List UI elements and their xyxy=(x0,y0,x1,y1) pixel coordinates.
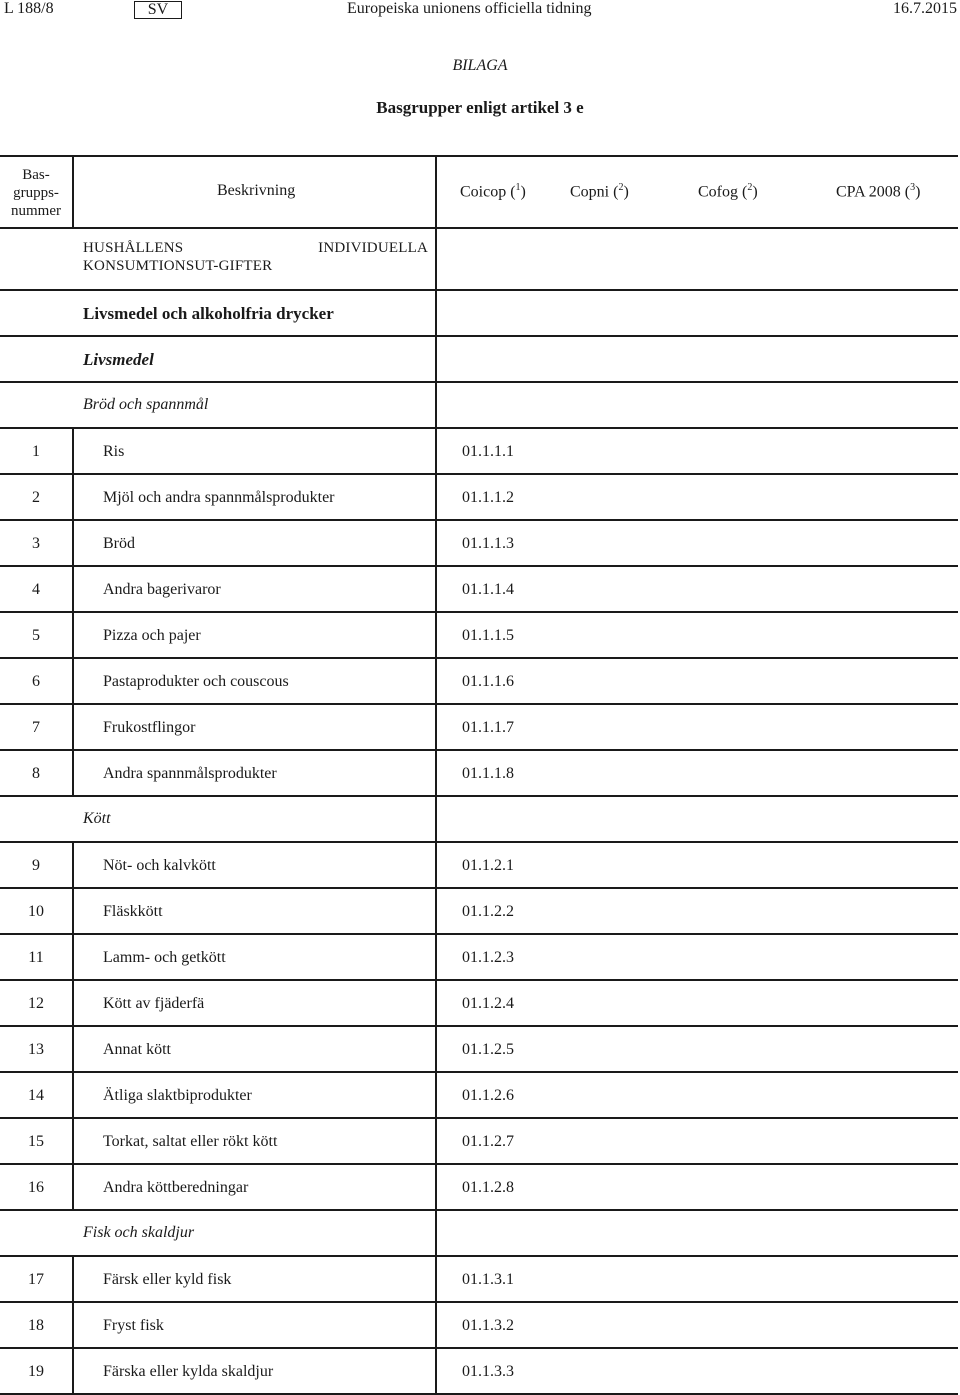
subgroup-heading-fish: Fisk och skaldjur xyxy=(83,1224,195,1241)
group-number: 7 xyxy=(32,719,40,736)
coicop-code: 01.1.2.4 xyxy=(462,995,514,1012)
group-number: 19 xyxy=(28,1363,44,1380)
page-header xyxy=(0,0,960,20)
group-number: 11 xyxy=(28,949,44,966)
header-group-number: Bas- grupps- nummer xyxy=(11,167,61,219)
coicop-code: 01.1.3.1 xyxy=(462,1271,514,1288)
group-description: Fryst fisk xyxy=(103,1317,164,1334)
group-description: Ätliga slaktbiprodukter xyxy=(103,1087,252,1104)
coicop-code: 01.1.1.3 xyxy=(462,535,514,552)
group-description: Frukostflingor xyxy=(103,719,196,736)
table-row xyxy=(0,751,958,797)
table-row xyxy=(0,1027,958,1073)
group-description: Kött av fjäderfä xyxy=(103,995,205,1012)
header-cofog: Cofog ($^2$) xyxy=(698,182,758,201)
table-row xyxy=(0,567,958,613)
table-row xyxy=(0,475,958,521)
table-row xyxy=(0,1349,958,1395)
group-number: 2 xyxy=(32,489,40,506)
group-row xyxy=(0,291,958,337)
subgroup-heading-meat: Kött xyxy=(83,810,111,827)
page-reference: L 188/8 xyxy=(4,0,54,17)
table-row xyxy=(0,1073,958,1119)
table-row xyxy=(0,659,958,705)
group-number: 10 xyxy=(28,903,44,920)
coicop-code: 01.1.1.1 xyxy=(462,443,514,460)
group-description: Pastaprodukter och couscous xyxy=(103,673,289,690)
group-number: 4 xyxy=(32,581,40,598)
coicop-code: 01.1.1.6 xyxy=(462,673,514,690)
coicop-code: 01.1.1.8 xyxy=(462,765,514,782)
table-row xyxy=(0,889,958,935)
header-copni: Copni ($^2$) xyxy=(570,182,629,201)
group-description: Pizza och pajer xyxy=(103,627,201,644)
section-heading: HUSHÅLLENS INDIVIDUELLA KONSUMTIONSUT-GIFTER xyxy=(83,240,428,274)
group-number: 6 xyxy=(32,673,40,690)
group-description: Andra bagerivaror xyxy=(103,581,221,598)
section-heading-row xyxy=(0,229,958,291)
table-row xyxy=(0,613,958,659)
document-title: Basgrupper enligt artikel 3 e xyxy=(376,98,584,117)
coicop-code: 01.1.3.3 xyxy=(462,1363,514,1380)
table-row xyxy=(0,429,958,475)
coicop-code: 01.1.1.2 xyxy=(462,489,514,506)
group-description: Torkat, saltat eller rökt kött xyxy=(103,1133,278,1150)
coicop-code: 01.1.1.4 xyxy=(462,581,514,598)
coicop-code: 01.1.2.7 xyxy=(462,1133,514,1150)
table-row xyxy=(0,1303,958,1349)
group-description: Ris xyxy=(103,443,125,460)
group-description: Fläskkött xyxy=(103,903,163,920)
coicop-code: 01.1.2.6 xyxy=(462,1087,514,1104)
subgroup-heading-bread: Bröd och spannmål xyxy=(83,396,209,413)
group-number: 5 xyxy=(32,627,40,644)
table-row xyxy=(0,705,958,751)
group-row xyxy=(0,337,958,383)
publication-date: 16.7.2015 xyxy=(893,0,957,17)
coicop-code: 01.1.2.1 xyxy=(462,857,514,874)
group-number: 16 xyxy=(28,1179,44,1196)
table-header-row xyxy=(0,157,958,229)
group-number: 13 xyxy=(28,1041,44,1058)
coicop-code: 01.1.2.2 xyxy=(462,903,514,920)
group-number: 14 xyxy=(28,1087,44,1104)
table-row xyxy=(0,1257,958,1303)
group-number: 3 xyxy=(32,535,40,552)
basic-groups-table xyxy=(0,155,958,1395)
subgroup-row xyxy=(0,383,958,429)
coicop-code: 01.1.2.5 xyxy=(462,1041,514,1058)
group-heading-food: Livsmedel xyxy=(83,350,154,369)
group-description: Bröd xyxy=(103,535,135,552)
table-row xyxy=(0,981,958,1027)
table-row xyxy=(0,1119,958,1165)
group-description: Andra spannmålsprodukter xyxy=(103,765,277,782)
coicop-code: 01.1.2.8 xyxy=(462,1179,514,1196)
language-code-box: SV xyxy=(134,1,182,19)
table-row xyxy=(0,843,958,889)
group-number: 15 xyxy=(28,1133,44,1150)
coicop-code: 01.1.1.7 xyxy=(462,719,514,736)
journal-title: Europeiska unionens officiella tidning xyxy=(347,0,592,17)
annex-label: BILAGA xyxy=(452,57,508,74)
group-number: 18 xyxy=(28,1317,44,1334)
group-description: Lamm- och getkött xyxy=(103,949,226,966)
coicop-code: 01.1.1.5 xyxy=(462,627,514,644)
header-cpa: CPA 2008 ($^3$) xyxy=(836,182,921,201)
subgroup-row xyxy=(0,797,958,843)
group-number: 9 xyxy=(32,857,40,874)
table-row xyxy=(0,521,958,567)
header-description: Beskrivning xyxy=(217,182,296,199)
group-description: Andra köttberedningar xyxy=(103,1179,249,1196)
subgroup-row xyxy=(0,1211,958,1257)
group-number: 17 xyxy=(28,1271,44,1288)
group-heading-food-drinks: Livsmedel och alkoholfria drycker xyxy=(83,304,334,323)
group-description: Nöt- och kalvkött xyxy=(103,857,216,874)
header-coicop: Coicop ($^1$) xyxy=(460,182,526,201)
group-description: Färsk eller kyld fisk xyxy=(103,1271,232,1288)
coicop-code: 01.1.2.3 xyxy=(462,949,514,966)
group-description: Mjöl och andra spannmålsprodukter xyxy=(103,489,335,506)
group-number: 1 xyxy=(32,443,40,460)
group-description: Annat kött xyxy=(103,1041,171,1058)
group-description: Färska eller kylda skaldjur xyxy=(103,1363,274,1380)
coicop-code: 01.1.3.2 xyxy=(462,1317,514,1334)
group-number: 8 xyxy=(32,765,40,782)
group-number: 12 xyxy=(28,995,44,1012)
table-row xyxy=(0,1165,958,1211)
table-row xyxy=(0,935,958,981)
